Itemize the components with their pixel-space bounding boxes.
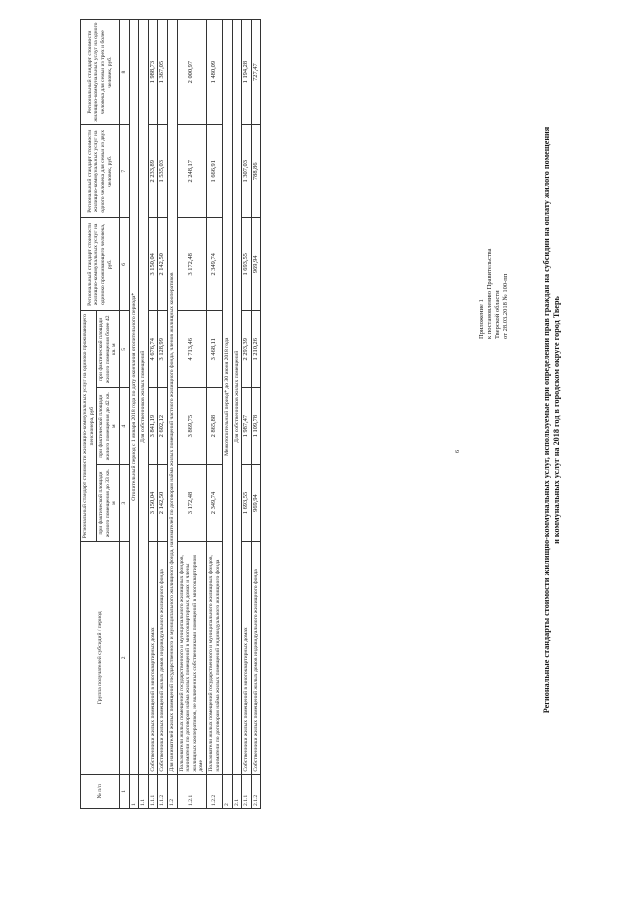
value-cell: 1 693,55 [242,218,252,311]
value-cell: 1 367,05 [158,20,168,125]
row-number: 2 [223,774,233,808]
standards-table [80,19,261,809]
header-sub-over42: при фактической площади жилого помещения более 42 кв. м [97,311,120,388]
value-cell: 1 194,28 [242,20,252,125]
table-row [242,20,252,809]
table-row [139,20,149,809]
row-number: 1 [129,774,139,808]
appendix-line: от 28.03.2018 № 100-пп [502,273,509,339]
section-heading: Межотопительный период* до 30 июня 2018 года [223,20,233,775]
value-cell: 2 293,39 [242,311,252,388]
col-number: 3 [119,465,129,542]
row-group-name: Пользователи жилых помещений государственного и муниципального жилищных фондов, наниматели по договорам найма жилых помещений в многоквартирных домах и члены жилищных кооперативов, не включенных собственниками помещений в многоквартирном доме [177,541,206,774]
title-line: Региональные стандарты стоимости жилищно-коммунальных услуг, используемые при определении прав граждан на субсидии на оплату жилого помещения [542,126,551,714]
value-cell: 2 000,97 [177,20,206,125]
value-cell: 2 248,17 [177,125,206,218]
header-row [81,20,97,809]
value-cell: 969,94 [251,465,261,542]
value-cell: 4 713,46 [177,311,206,388]
header-col7: Региональный стандарт стоимости жилищно-коммунальных услуг на одного человека для семьи из двух человек, руб. [81,125,120,218]
table-row [148,20,158,809]
value-cell: 1 480,09 [206,20,222,125]
value-cell: 788,86 [251,125,261,218]
table-row [167,20,177,809]
appendix-line: Приложение 1 [478,299,485,339]
row-group-name: Собственники жилых помещений жилых домов индивидуального жилищного фонда [158,541,168,774]
value-cell: 1 987,47 [242,388,252,465]
row-number: 2.1.1 [242,774,252,808]
row-number: 1.2 [167,774,177,808]
value-cell: 2 233,89 [148,125,158,218]
value-cell: 2 602,12 [158,388,168,465]
header-col6: Региональный стандарт стоимости жилищно-коммунальных услуг на одиноко проживающего человека, руб. [81,218,120,311]
table-body [129,20,261,809]
section-heading: Отопительный период с 1 января 2018 года по дату окончания отопительного периода* [129,20,139,775]
table-row [177,20,206,809]
appendix-line: Тверской области [494,290,501,339]
value-cell: 969,94 [251,218,261,311]
table-row [232,20,242,809]
row-group-name: Собственники жилых помещений в многоквартирных домах [242,541,252,774]
value-cell: 4 676,74 [148,311,158,388]
col-number: 1 [119,774,129,808]
value-cell: 727,47 [251,20,261,125]
value-cell: 1 307,03 [242,125,252,218]
value-cell: 3 172,48 [177,465,206,542]
title-line: и коммунальных услуг на 2018 год в городском округе город Тверь [552,296,561,544]
header-group: Группа получателей субсидий / период [81,541,120,774]
value-cell: 3 150,04 [148,218,158,311]
row-number: 1.1.1 [148,774,158,808]
table-row [129,20,139,809]
document-title [542,75,562,765]
row-number: 2.1.2 [251,774,261,808]
table-row [158,20,168,809]
table-row [206,20,222,809]
value-cell: 2 142,50 [158,218,168,311]
value-cell: 2 142,50 [158,465,168,542]
page-number: 6 [455,450,461,453]
column-numbers-row [119,20,129,809]
value-cell: 3 468,11 [206,311,222,388]
col-number: 8 [119,20,129,125]
value-cell: 1 693,55 [242,465,252,542]
value-cell: 1 666,91 [206,125,222,218]
row-number: 2.1 [232,774,242,808]
value-cell: 3 172,48 [177,218,206,311]
value-cell: 3 869,75 [177,388,206,465]
row-number: 1.2.1 [177,774,206,808]
value-cell: 1 109,78 [251,388,261,465]
value-cell: 1 988,73 [148,20,158,125]
value-cell: 2 349,74 [206,218,222,311]
row-group-name: Собственники жилых помещений в многоквартирных домах [148,541,158,774]
table-row [223,20,233,809]
row-number: 1.1 [139,774,149,808]
value-cell: 2 349,74 [206,465,222,542]
section-description: Для нанимателей жилых помещений государственного и муниципального жилищного фонда, нанимателей по договорам найма жилых помещений частного жилищного фонда, членов жилищных кооперативов [167,20,177,775]
section-heading: Для собственников жилых помещений [139,20,149,775]
row-group-name: Пользователи жилых помещений государственного и муниципального жилищных фондов, наниматели по договорам найма жилых помещений индивидуального жилищного фонда [206,541,222,774]
appendix-block [478,248,510,339]
row-number: 1.1.2 [158,774,168,808]
header-sub-33: при фактической площади жилого помещения до 33 кв. м [97,465,120,542]
value-cell: 3 128,99 [158,311,168,388]
col-number: 5 [119,311,129,388]
appendix-line: к постановлению Правительства [486,248,493,339]
header-col8: Региональный стандарт стоимости жилищно-коммунальных услуг на одного человека для семьи из трех и более человек, руб. [81,20,120,125]
section-heading: Для собственников жилых помещений [232,20,242,775]
col-number: 6 [119,218,129,311]
col-number: 2 [119,541,129,774]
col-number: 7 [119,125,129,218]
value-cell: 2 865,88 [206,388,222,465]
header-sub-42: при фактической площади жилого помещения до 42 кв. м [97,388,120,465]
header-no: № п/п [81,774,120,808]
table-row [251,20,261,809]
value-cell: 3 150,04 [148,465,158,542]
value-cell: 1 210,26 [251,311,261,388]
header-standard-single: Региональный стандарт стоимости жилищно-коммунальных услуг на одиноко проживающего пенсионера, руб [81,311,97,542]
row-number: 1.2.2 [206,774,222,808]
col-number: 4 [119,388,129,465]
value-cell: 3 841,19 [148,388,158,465]
row-group-name: Собственники жилых помещений жилых домов индивидуального жилищного фонда [251,541,261,774]
value-cell: 1 535,03 [158,125,168,218]
